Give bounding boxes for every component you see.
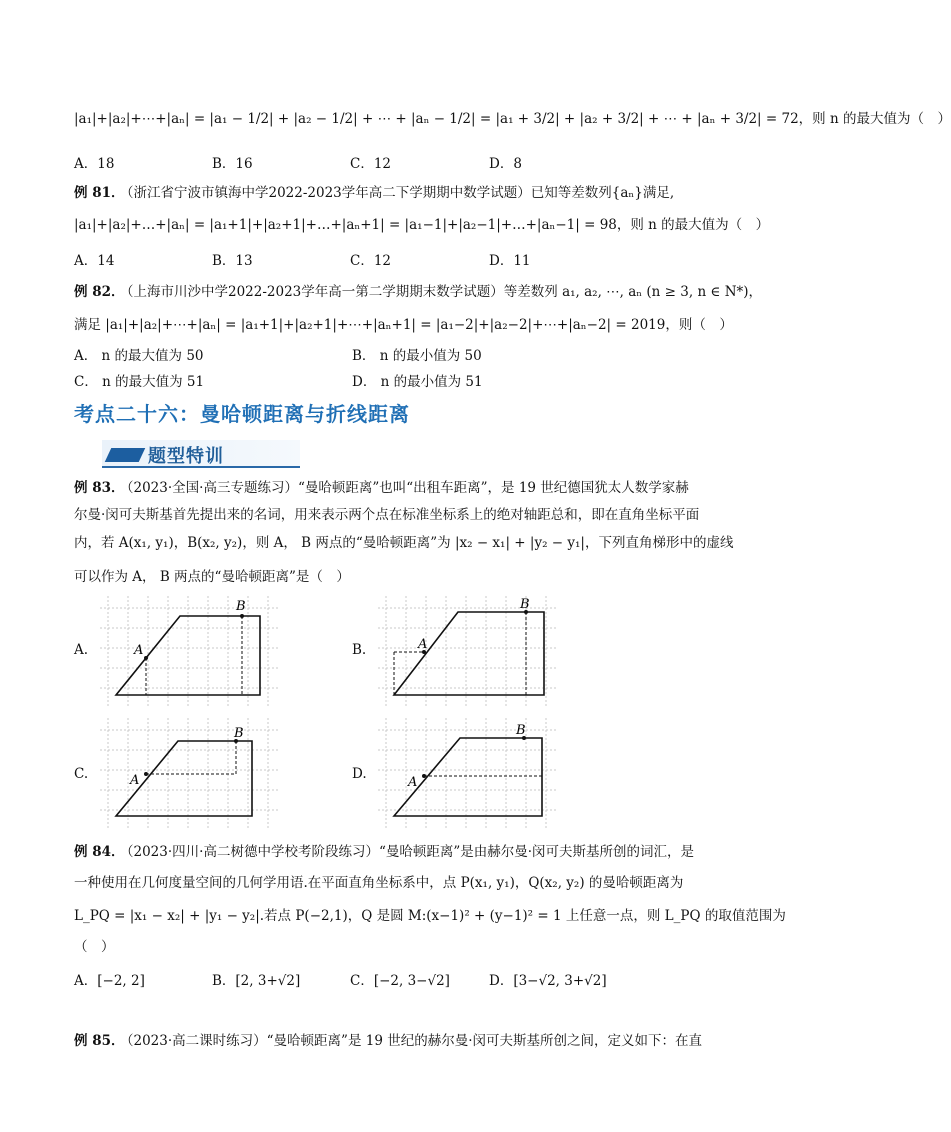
example-84-text-4: （ ） [74, 939, 115, 955]
example-84-text-1: （2023·四川·高二树德中学校考阶段练习）“曼哈顿距离”是由赫尔曼·闵可夫斯基所创的词汇，是 [120, 844, 695, 860]
example-82-option-b: B． n 的最小值为 50 [352, 348, 482, 364]
figure-label-b: B. [352, 642, 367, 658]
figure-d-point-a: A [408, 775, 418, 790]
figure-d-point-b: B [516, 723, 526, 738]
example-83-text-1: （2023·全国·高三专题练习）“曼哈顿距离”也叫“出租车距离”，是 19 世纪德国犹太人数学家赫 [120, 480, 689, 496]
figure-c-point-b: B [234, 726, 244, 741]
example-83-text-2: 尔曼·闵可夫斯基首先提出来的名词，用来表示两个点在标准坐标系上的绝对轴距总和，即在直角坐标平面 [74, 507, 700, 523]
example-81-option-b: B．13 [212, 253, 253, 269]
example-82-text-2: 满足 |a₁|+|a₂|+⋯+|aₙ| = |a₁+1|+|a₂+1|+⋯+|aₙ+1| = |a₁−2|+|a₂−2|+⋯+|aₙ−2| = 2019，则（ ） [74, 317, 733, 333]
figure-label-c: C. [74, 766, 89, 782]
example-84-text-3: L_PQ = |x₁ − x₂| + |y₁ − y₂|.若点 P(−2,1)，Q 是圆 M:(x−1)² + (y−1)² = 1 上任意一点，则 L_PQ 的取值范围为 [74, 908, 786, 924]
figure-a-trapezoid [100, 596, 280, 706]
figure-a-point-a: A [134, 643, 144, 658]
example-81-label: 例 81． [74, 185, 125, 201]
example-83-label: 例 83． [74, 480, 125, 496]
example-82-option-c: C． n 的最大值为 51 [74, 374, 205, 390]
banner-label: 题型特训 [148, 446, 224, 467]
figure-c-point-a: A [130, 773, 140, 788]
figure-d-trapezoid [378, 718, 558, 828]
example-81-option-a: A．14 [74, 253, 115, 269]
example-81-text-1: （浙江省宁波市镇海中学2022-2023学年高二下学期期中数学试题）已知等差数列{aₙ}满足, [120, 185, 675, 201]
example-84-option-c: C．[−2, 3−√2] [350, 973, 450, 989]
example-82-label: 例 82． [74, 284, 125, 300]
banner-bar-decoration [105, 448, 146, 462]
example-84-option-d: D．[3−√2, 3+√2] [489, 973, 607, 989]
intro-equation: |a₁|+|a₂|+⋯+|aₙ| = |a₁ − 1/2| + |a₂ − 1/2| + ⋯ + |aₙ − 1/2| = |a₁ + 3/2| + |a₂ + 3/2| + ⋯ + |aₙ + 3/2| = 72，则 n 的最大值为（ ） [74, 111, 951, 127]
figure-b-trapezoid [378, 596, 558, 706]
example-82-text-1: （上海市川沙中学2022-2023学年高一第二学期期末数学试题）等差数列 a₁, a₂, ⋯, aₙ (n ≥ 3, n ∈ N*)， [120, 284, 763, 300]
example-81-option-d: D．11 [489, 253, 531, 269]
example-84-label: 例 84． [74, 844, 125, 860]
example-85-label: 例 85． [74, 1033, 125, 1049]
intro-option-b: B．16 [212, 156, 253, 172]
example-84-text-2: 一种使用在几何度量空间的几何学用语.在平面直角坐标系中，点 P(x₁, y₁)，Q(x₂, y₂) 的曼哈顿距离为 [74, 875, 684, 891]
figure-b-point-b: B [520, 597, 530, 612]
example-82-option-a: A． n 的最大值为 50 [74, 348, 204, 364]
figure-c-trapezoid [100, 718, 280, 828]
practice-banner [102, 440, 300, 468]
example-81-text-2: |a₁|+|a₂|+…+|aₙ| = |a₁+1|+|a₂+1|+…+|aₙ+1| = |a₁−1|+|a₂−1|+…+|aₙ−1| = 98，则 n 的最大值为（ ） [74, 217, 770, 233]
figure-a-point-b: B [236, 599, 246, 614]
example-84-option-b: B．[2, 3+√2] [212, 973, 301, 989]
intro-option-a: A．18 [74, 156, 115, 172]
section-title: 考点二十六：曼哈顿距离与折线距离 [74, 402, 410, 426]
intro-option-c: C．12 [350, 156, 392, 172]
intro-option-d: D．8 [489, 156, 522, 172]
example-84-option-a: A．[−2, 2] [74, 973, 145, 989]
example-85-text-1: （2023·高二课时练习）“曼哈顿距离”是 19 世纪的赫尔曼·闵可夫斯基所创之间，定义如下：在直 [120, 1033, 703, 1049]
figure-label-a: A. [74, 642, 89, 658]
figure-b-point-a: A [418, 637, 428, 652]
example-83-text-4: 可以作为 A， B 两点的“曼哈顿距离”是（ ） [74, 569, 350, 585]
figure-label-d: D. [352, 766, 367, 782]
example-82-option-d: D． n 的最小值为 51 [352, 374, 483, 390]
example-81-option-c: C．12 [350, 253, 392, 269]
example-83-text-3: 内，若 A(x₁, y₁)，B(x₂, y₂)，则 A， B 两点的“曼哈顿距离”为 |x₂ − x₁| + |y₂ − y₁|，下列直角梯形中的虚线 [74, 535, 734, 551]
